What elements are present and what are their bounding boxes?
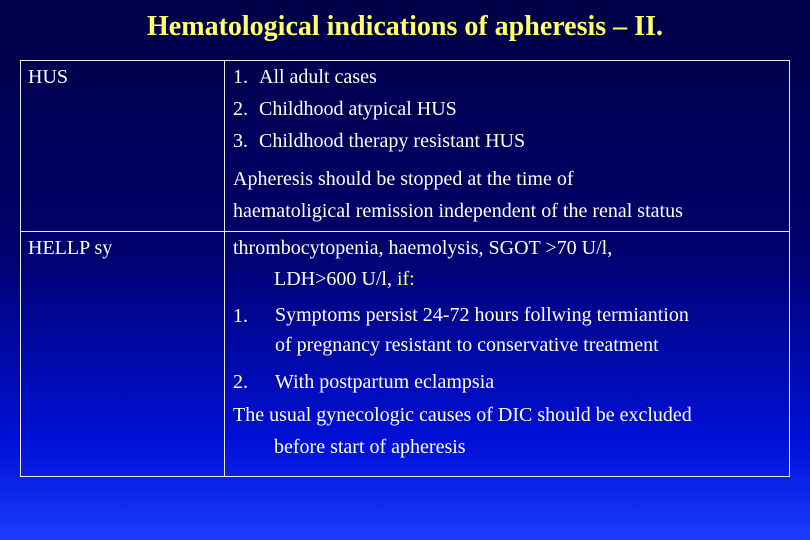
hellp-intro-line-1: thrombocytopenia, haemolysis, SGOT >70 U/l, [233, 237, 613, 259]
hellp-details [225, 232, 790, 477]
list-number: 1. [233, 305, 248, 327]
hellp-closing-line-1: The usual gynecologic causes of DIC should be excluded [233, 404, 692, 426]
list-text: All adult cases [259, 66, 377, 88]
list-text-line-1: Symptoms persist 24-72 hours follwing termiantion [275, 304, 689, 326]
list-text-line-2: of pregnancy resistant to conservative treatment [275, 334, 659, 356]
list-text: Childhood therapy resistant HUS [259, 130, 526, 152]
hellp-closing-line-2: before start of apheresis [274, 436, 466, 458]
hellp-intro-line-2 [233, 264, 789, 294]
list-text: Childhood atypical HUS [259, 98, 457, 120]
list-item [233, 300, 789, 360]
hus-details [225, 61, 790, 232]
list-number: 1. [233, 66, 248, 88]
list-item [233, 125, 789, 157]
list-item [233, 93, 789, 125]
list-item [233, 366, 789, 398]
row-label-hus: HUS [21, 61, 225, 232]
list-text [275, 300, 689, 360]
slide-title: Hematological indications of apheresis – II. [147, 11, 663, 42]
list-text: With postpartum eclampsia [275, 371, 495, 393]
list-item [233, 61, 789, 93]
table-row-hus [21, 61, 790, 232]
row-label-hellp: HELLP sy [21, 232, 225, 477]
list-number: 2. [233, 98, 248, 120]
hellp-intro-text: LDH>600 U/l, [274, 268, 397, 290]
table-row-hellp [21, 232, 790, 477]
list-number: 3. [233, 130, 248, 152]
indications-table [20, 60, 790, 477]
list-number: 2. [233, 371, 248, 393]
hus-note-line-2: haematoligical remission independent of the renal status [233, 200, 683, 222]
hus-note-line-1: Apheresis should be stopped at the time of [233, 168, 574, 190]
hellp-intro-if: if: [396, 268, 415, 290]
